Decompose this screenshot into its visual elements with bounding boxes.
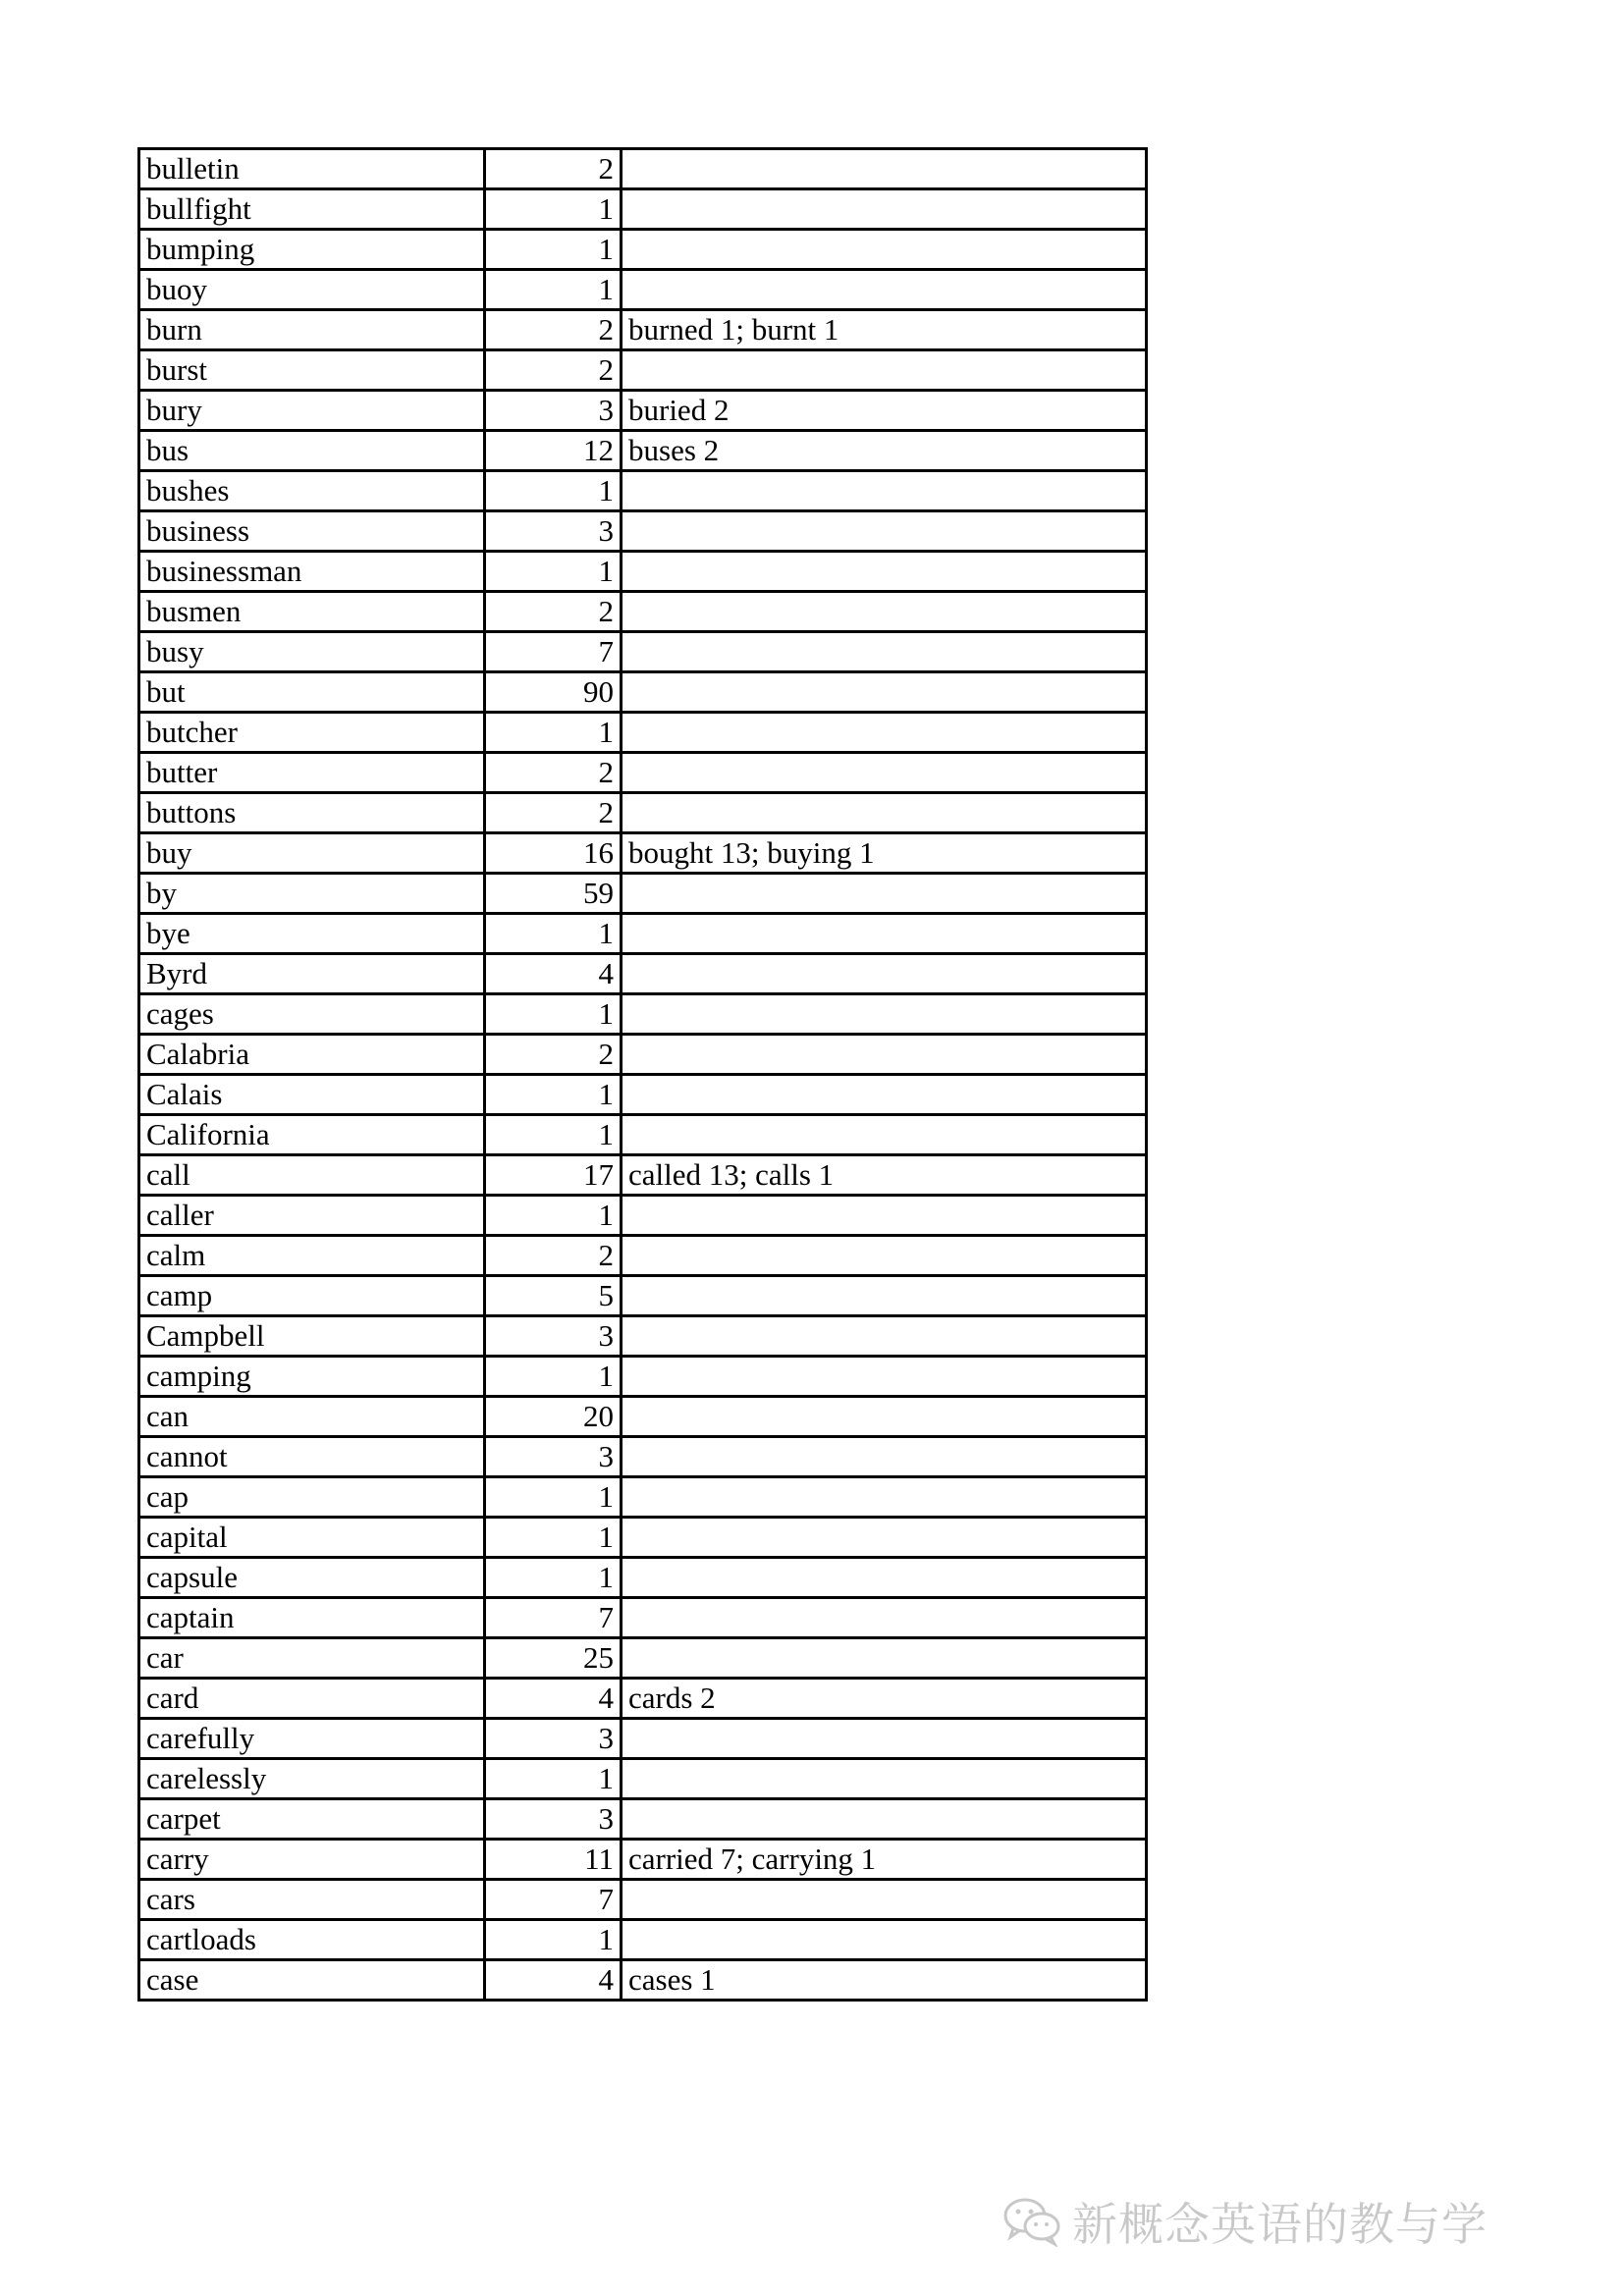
count-cell: 1	[485, 713, 622, 753]
table-row	[139, 270, 1147, 310]
forms-cell	[622, 1759, 1147, 1799]
forms-cell	[622, 1115, 1147, 1155]
word-cell: by	[139, 874, 485, 914]
word-cell: cages	[139, 994, 485, 1035]
word-cell: buttons	[139, 793, 485, 833]
table-row	[139, 1598, 1147, 1638]
forms-cell	[622, 954, 1147, 994]
forms-cell	[622, 1075, 1147, 1115]
word-cell: caller	[139, 1196, 485, 1236]
word-cell: cap	[139, 1477, 485, 1518]
table-row	[139, 230, 1147, 270]
count-cell: 1	[485, 1075, 622, 1115]
table-row	[139, 1276, 1147, 1316]
word-cell: bushes	[139, 471, 485, 511]
forms-cell: buses 2	[622, 431, 1147, 471]
forms-cell: carried 7; carrying 1	[622, 1840, 1147, 1880]
forms-cell	[622, 672, 1147, 713]
table-row	[139, 632, 1147, 672]
forms-cell	[622, 1196, 1147, 1236]
count-cell: 4	[485, 1679, 622, 1719]
forms-cell	[622, 230, 1147, 270]
watermark-text: 新概念英语的教与学	[1072, 2198, 1488, 2251]
forms-cell	[622, 471, 1147, 511]
forms-cell	[622, 1236, 1147, 1276]
forms-cell	[622, 632, 1147, 672]
table-row	[139, 471, 1147, 511]
table-row	[139, 1880, 1147, 1920]
forms-cell	[622, 270, 1147, 310]
table-row	[139, 793, 1147, 833]
count-cell: 16	[485, 833, 622, 874]
table-row	[139, 1759, 1147, 1799]
count-cell: 3	[485, 391, 622, 431]
table-row	[139, 1840, 1147, 1880]
count-cell: 12	[485, 431, 622, 471]
forms-cell: called 13; calls 1	[622, 1155, 1147, 1196]
word-cell: burst	[139, 350, 485, 391]
word-cell: butter	[139, 753, 485, 793]
count-cell: 1	[485, 914, 622, 954]
count-cell: 7	[485, 1598, 622, 1638]
table-row	[139, 1397, 1147, 1437]
forms-cell	[622, 189, 1147, 230]
word-cell: bumping	[139, 230, 485, 270]
word-cell: California	[139, 1115, 485, 1155]
table-row	[139, 1437, 1147, 1477]
count-cell: 1	[485, 994, 622, 1035]
count-cell: 4	[485, 954, 622, 994]
count-cell: 7	[485, 1880, 622, 1920]
table-row	[139, 1799, 1147, 1840]
word-cell: bulletin	[139, 149, 485, 189]
table-row	[139, 753, 1147, 793]
forms-cell: burned 1; burnt 1	[622, 310, 1147, 350]
forms-cell	[622, 1397, 1147, 1437]
forms-cell	[622, 994, 1147, 1035]
word-cell: bus	[139, 431, 485, 471]
count-cell: 25	[485, 1638, 622, 1679]
count-cell: 1	[485, 1196, 622, 1236]
forms-cell	[622, 511, 1147, 552]
table-row	[139, 1960, 1147, 2001]
table-row	[139, 1316, 1147, 1357]
forms-cell	[622, 1638, 1147, 1679]
count-cell: 7	[485, 632, 622, 672]
table-row	[139, 994, 1147, 1035]
table-row	[139, 431, 1147, 471]
count-cell: 1	[485, 1920, 622, 1960]
table-row	[139, 1035, 1147, 1075]
word-cell: capsule	[139, 1558, 485, 1598]
table-row	[139, 1477, 1147, 1518]
word-cell: case	[139, 1960, 485, 2001]
forms-cell	[622, 1276, 1147, 1316]
count-cell: 2	[485, 350, 622, 391]
wechat-icon	[1001, 2196, 1062, 2247]
count-cell: 1	[485, 1518, 622, 1558]
forms-cell	[622, 1799, 1147, 1840]
word-cell: captain	[139, 1598, 485, 1638]
count-cell: 1	[485, 1357, 622, 1397]
word-cell: bury	[139, 391, 485, 431]
word-cell: cannot	[139, 1437, 485, 1477]
table-row	[139, 874, 1147, 914]
count-cell: 2	[485, 310, 622, 350]
forms-cell	[622, 350, 1147, 391]
table-row	[139, 954, 1147, 994]
word-cell: can	[139, 1397, 485, 1437]
forms-cell	[622, 1880, 1147, 1920]
word-cell: calm	[139, 1236, 485, 1276]
count-cell: 2	[485, 149, 622, 189]
table-row	[139, 350, 1147, 391]
forms-cell	[622, 149, 1147, 189]
table-row	[139, 713, 1147, 753]
forms-cell	[622, 1437, 1147, 1477]
count-cell: 3	[485, 511, 622, 552]
count-cell: 2	[485, 592, 622, 632]
forms-cell	[622, 874, 1147, 914]
word-cell: busy	[139, 632, 485, 672]
count-cell: 59	[485, 874, 622, 914]
word-cell: businessman	[139, 552, 485, 592]
forms-cell	[622, 1477, 1147, 1518]
table-row	[139, 592, 1147, 632]
table-row	[139, 1920, 1147, 1960]
word-cell: card	[139, 1679, 485, 1719]
word-cell: buy	[139, 833, 485, 874]
word-cell: butcher	[139, 713, 485, 753]
forms-cell	[622, 1558, 1147, 1598]
table-row	[139, 914, 1147, 954]
forms-cell	[622, 1598, 1147, 1638]
count-cell: 2	[485, 1035, 622, 1075]
table-row	[139, 149, 1147, 189]
table-row	[139, 189, 1147, 230]
count-cell: 3	[485, 1719, 622, 1759]
table-row	[139, 1638, 1147, 1679]
count-cell: 1	[485, 471, 622, 511]
word-cell: carry	[139, 1840, 485, 1880]
count-cell: 1	[485, 270, 622, 310]
count-cell: 1	[485, 552, 622, 592]
forms-cell	[622, 552, 1147, 592]
count-cell: 3	[485, 1437, 622, 1477]
word-cell: carefully	[139, 1719, 485, 1759]
word-cell: but	[139, 672, 485, 713]
forms-cell	[622, 1035, 1147, 1075]
table-row	[139, 833, 1147, 874]
table-row	[139, 672, 1147, 713]
word-cell: carelessly	[139, 1759, 485, 1799]
forms-cell	[622, 1920, 1147, 1960]
count-cell: 2	[485, 793, 622, 833]
word-cell: call	[139, 1155, 485, 1196]
forms-cell: bought 13; buying 1	[622, 833, 1147, 874]
count-cell: 11	[485, 1840, 622, 1880]
word-table-body	[139, 149, 1147, 2001]
watermark	[1001, 2189, 1488, 2254]
word-cell: Campbell	[139, 1316, 485, 1357]
word-cell: buoy	[139, 270, 485, 310]
count-cell: 5	[485, 1276, 622, 1316]
table-row	[139, 1236, 1147, 1276]
table-row	[139, 1558, 1147, 1598]
table-row	[139, 310, 1147, 350]
forms-cell	[622, 793, 1147, 833]
word-cell: Calais	[139, 1075, 485, 1115]
table-row	[139, 1155, 1147, 1196]
forms-cell	[622, 713, 1147, 753]
forms-cell	[622, 1357, 1147, 1397]
word-cell: camping	[139, 1357, 485, 1397]
count-cell: 1	[485, 1558, 622, 1598]
count-cell: 90	[485, 672, 622, 713]
word-cell: capital	[139, 1518, 485, 1558]
forms-cell	[622, 592, 1147, 632]
forms-cell	[622, 1518, 1147, 1558]
word-frequency-table	[137, 147, 1148, 2002]
forms-cell	[622, 914, 1147, 954]
word-cell: Byrd	[139, 954, 485, 994]
word-cell: bye	[139, 914, 485, 954]
word-cell: bullfight	[139, 189, 485, 230]
forms-cell	[622, 753, 1147, 793]
forms-cell: cases 1	[622, 1960, 1147, 2001]
count-cell: 2	[485, 1236, 622, 1276]
count-cell: 2	[485, 753, 622, 793]
count-cell: 20	[485, 1397, 622, 1437]
count-cell: 1	[485, 189, 622, 230]
count-cell: 1	[485, 1759, 622, 1799]
count-cell: 3	[485, 1316, 622, 1357]
count-cell: 1	[485, 1477, 622, 1518]
word-cell: Calabria	[139, 1035, 485, 1075]
count-cell: 4	[485, 1960, 622, 2001]
table-row	[139, 511, 1147, 552]
table-row	[139, 1196, 1147, 1236]
table-row	[139, 391, 1147, 431]
word-cell: car	[139, 1638, 485, 1679]
table-row	[139, 1357, 1147, 1397]
count-cell: 3	[485, 1799, 622, 1840]
count-cell: 1	[485, 230, 622, 270]
count-cell: 1	[485, 1115, 622, 1155]
word-cell: cartloads	[139, 1920, 485, 1960]
forms-cell	[622, 1719, 1147, 1759]
word-cell: burn	[139, 310, 485, 350]
word-cell: camp	[139, 1276, 485, 1316]
word-cell: busmen	[139, 592, 485, 632]
word-cell: business	[139, 511, 485, 552]
word-cell: carpet	[139, 1799, 485, 1840]
forms-cell	[622, 1316, 1147, 1357]
word-cell: cars	[139, 1880, 485, 1920]
count-cell: 17	[485, 1155, 622, 1196]
table-row	[139, 1679, 1147, 1719]
table-row	[139, 1075, 1147, 1115]
forms-cell: buried 2	[622, 391, 1147, 431]
table-row	[139, 1115, 1147, 1155]
forms-cell: cards 2	[622, 1679, 1147, 1719]
table-row	[139, 1518, 1147, 1558]
table-row	[139, 552, 1147, 592]
table-row	[139, 1719, 1147, 1759]
